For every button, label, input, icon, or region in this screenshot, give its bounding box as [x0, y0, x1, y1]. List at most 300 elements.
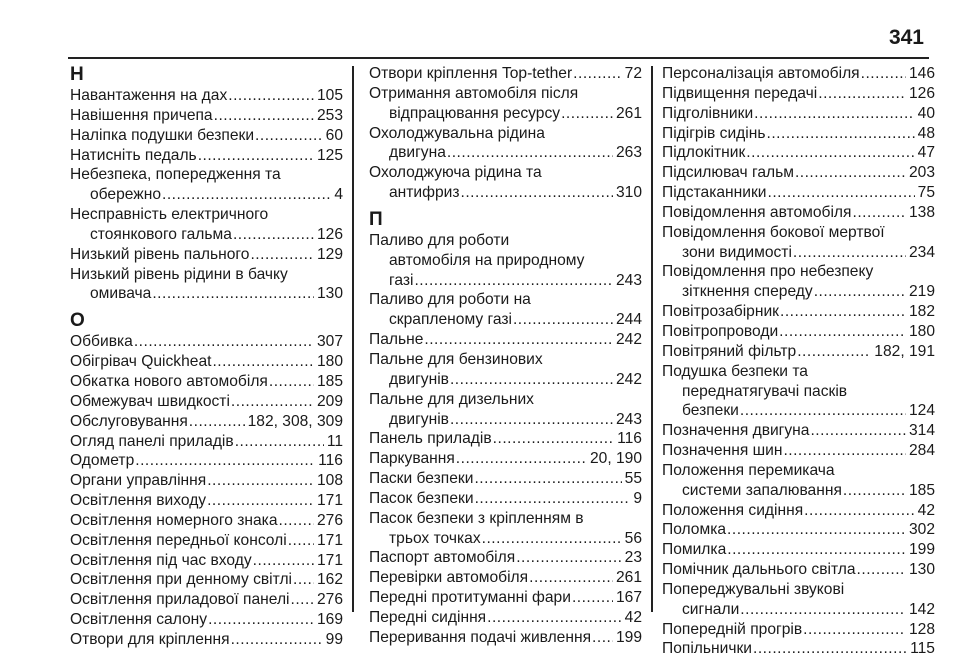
entry-line — [70, 590, 343, 610]
entry-page-number: 261 — [615, 104, 642, 122]
entry-line — [662, 401, 935, 421]
dot-leader — [818, 84, 906, 104]
entry-text: Паски безпеки — [369, 470, 474, 488]
entry-page-number: 185 — [908, 481, 935, 499]
index-entry — [70, 106, 343, 126]
entry-page-number: 171 — [316, 531, 343, 549]
entry-text: Низький рівень пального — [70, 245, 250, 263]
entry-text: Огляд панелі приладів — [70, 432, 234, 450]
entry-text: Пальне — [369, 331, 424, 349]
dot-leader — [198, 146, 314, 166]
entry-page-number: 130 — [908, 561, 935, 579]
index-entry — [662, 262, 935, 302]
index-entry — [662, 163, 935, 183]
dot-leader — [592, 628, 613, 648]
entry-line — [70, 432, 343, 452]
entry-text: зони видимості — [682, 243, 792, 261]
entry-page-number: 47 — [917, 144, 935, 162]
entry-page-number: 99 — [325, 630, 343, 648]
entry-page-number: 115 — [910, 640, 935, 658]
entry-page-number: 242 — [615, 370, 642, 388]
entry-line — [369, 548, 642, 568]
entry-page-number: 302 — [908, 521, 935, 539]
entry-line — [662, 322, 935, 342]
entry-text: Передні сидіння — [369, 608, 487, 626]
entry-line — [369, 183, 642, 203]
index-entry — [662, 223, 935, 263]
entry-line — [662, 203, 935, 223]
entry-page-number: 209 — [316, 392, 343, 410]
entry-text: Панель приладів — [369, 430, 492, 448]
entry-page-number: 276 — [316, 591, 343, 609]
entry-text: Паливо для роботи — [369, 231, 510, 249]
entry-line — [70, 471, 343, 491]
dot-leader — [753, 639, 907, 659]
index-entry — [662, 620, 935, 640]
dot-leader — [746, 143, 914, 163]
index-entry — [369, 628, 642, 648]
entry-line — [662, 520, 935, 540]
entry-page-number: 199 — [615, 628, 642, 646]
entry-text: обережно — [90, 186, 161, 204]
entry-text: Освітлення виходу — [70, 492, 207, 510]
entry-line — [662, 600, 935, 620]
entry-line — [369, 469, 642, 489]
entry-text: Положення перемикача — [662, 461, 835, 479]
entry-page-number: 108 — [316, 472, 343, 490]
entry-page-number: 203 — [908, 164, 935, 182]
entry-page-number: 23 — [624, 549, 642, 567]
entry-text: Пасок безпеки з кріпленням в — [369, 509, 584, 527]
entry-line — [70, 332, 343, 352]
entry-page-number: 116 — [318, 452, 343, 470]
dot-leader — [740, 401, 906, 421]
dot-leader — [727, 520, 906, 540]
entry-line — [369, 104, 642, 124]
dot-leader — [493, 429, 614, 449]
entry-line — [70, 86, 343, 106]
entry-text: Повідомлення автомобіля — [662, 203, 852, 221]
entry-line — [70, 551, 343, 571]
dot-leader — [228, 86, 314, 106]
entry-line — [662, 143, 935, 163]
entry-text: Низький рівень рідини в бачку — [70, 265, 288, 283]
entry-text: Пальне для дизельних — [369, 390, 534, 408]
index-entry — [662, 421, 935, 441]
entry-text: Одометр — [70, 452, 135, 470]
dot-leader — [804, 501, 914, 521]
dot-leader — [852, 203, 905, 223]
entry-text: Навішення причепа — [70, 106, 213, 124]
index-column-3 — [662, 64, 935, 659]
entry-line — [70, 372, 343, 392]
entry-text: переднатягувачі пасків — [682, 382, 848, 400]
column-separator — [651, 66, 653, 612]
entry-page-number: 126 — [908, 84, 935, 102]
index-entry — [369, 390, 642, 430]
entry-text: Підігрів сидінь — [662, 124, 766, 142]
entry-text: Повідомлення бокової мертвої — [662, 223, 885, 241]
entry-page-number: 171 — [316, 492, 343, 510]
entry-page-number: 244 — [615, 311, 642, 329]
entry-line — [70, 491, 343, 511]
dot-leader — [293, 570, 314, 590]
dot-leader — [253, 551, 314, 571]
dot-leader — [135, 451, 315, 471]
entry-text: Паливо для роботи на — [369, 291, 531, 309]
entry-line — [369, 271, 642, 291]
dot-leader — [288, 531, 314, 551]
entry-text: Навантаження на дах — [70, 87, 228, 104]
entry-text: Натисніть педаль — [70, 146, 197, 164]
index-entry — [70, 146, 343, 166]
entry-line — [70, 126, 343, 146]
entry-text: Отримання автомобіля після — [369, 84, 579, 102]
entry-line — [369, 410, 642, 430]
entry-line — [369, 429, 642, 449]
entry-page-number: 182, 191 — [874, 342, 935, 360]
index-entry — [662, 302, 935, 322]
column-separator — [352, 66, 354, 612]
dot-leader — [134, 332, 314, 352]
entry-line — [70, 225, 343, 245]
entry-line — [70, 630, 343, 650]
entry-line — [662, 124, 935, 144]
entry-page-number: 129 — [316, 245, 343, 263]
entry-page-number: 42 — [917, 501, 935, 519]
dot-leader — [424, 330, 613, 350]
entry-line — [662, 540, 935, 560]
index-entry — [70, 245, 343, 265]
section-letter: П — [369, 208, 383, 230]
dot-leader — [861, 64, 906, 84]
index-entry — [369, 124, 642, 164]
index-entry — [70, 265, 343, 305]
dot-leader — [768, 183, 915, 203]
entry-text: двигунів — [389, 370, 449, 388]
entry-text: Персоналізація автомобіля — [662, 65, 860, 82]
entry-text: скрапленому газі — [389, 311, 512, 329]
index-entry — [662, 560, 935, 580]
entry-page-number: 128 — [908, 620, 935, 638]
index-column-2 — [369, 64, 642, 648]
entry-page-number: 116 — [617, 430, 642, 448]
entry-page-number: 171 — [316, 551, 343, 569]
entry-page-number: 138 — [908, 203, 935, 221]
index-entry — [662, 639, 935, 659]
header-rule — [68, 57, 929, 59]
dot-leader — [783, 441, 906, 461]
entry-text: Отвори кріплення Top-tether — [369, 65, 573, 82]
entry-line — [369, 449, 642, 469]
entry-text: двигунів — [389, 410, 449, 428]
entry-page-number: 310 — [615, 184, 642, 202]
index-entry — [662, 124, 935, 144]
entry-page-number: 142 — [908, 600, 935, 618]
entry-line — [70, 106, 343, 126]
entry-line — [662, 104, 935, 124]
entry-text: Повідомлення про небезпеку — [662, 263, 874, 281]
index-entry — [369, 429, 642, 449]
dot-leader — [461, 183, 613, 203]
index-entry — [70, 610, 343, 630]
dot-leader — [797, 342, 871, 362]
dot-leader — [269, 372, 314, 392]
entry-page-number: 185 — [316, 372, 343, 390]
entry-text: безпеки — [682, 402, 739, 420]
entry-text: Органи управління — [70, 472, 207, 490]
entry-text: Підсилювач гальм — [662, 164, 794, 182]
index-entry — [369, 469, 642, 489]
entry-line — [369, 588, 642, 608]
entry-page-number: 180 — [316, 353, 343, 371]
index-entry — [369, 548, 642, 568]
entry-page-number: 75 — [917, 184, 935, 202]
entry-page-number: 219 — [908, 283, 935, 301]
entry-text: Обмежувач швидкості — [70, 392, 230, 410]
entry-text: Оббивка — [70, 333, 133, 351]
page-number: 341 — [888, 26, 924, 49]
index-entry — [662, 84, 935, 104]
dot-leader — [561, 104, 613, 124]
entry-page-number: 243 — [615, 410, 642, 428]
entry-line — [662, 481, 935, 501]
entry-text: Підстаканники — [662, 184, 767, 202]
dot-leader — [450, 410, 613, 430]
entry-line — [662, 639, 935, 659]
index-entry — [369, 489, 642, 509]
index-entry — [70, 570, 343, 590]
entry-page-number: 56 — [624, 529, 642, 547]
entry-text: Освітлення приладової панелі — [70, 591, 290, 609]
index-entry — [70, 590, 343, 610]
entry-text: двигуна — [389, 144, 446, 162]
index-entry — [369, 231, 642, 291]
dot-leader — [162, 185, 331, 205]
index-entry — [70, 372, 343, 392]
dot-leader — [810, 421, 906, 441]
dot-leader — [235, 432, 324, 452]
index-entry — [70, 432, 343, 452]
entry-text: Перевірки автомобіля — [369, 569, 529, 587]
entry-page-number: 167 — [615, 589, 642, 607]
entry-text: Паркування — [369, 450, 455, 468]
index-entry — [369, 449, 642, 469]
index-entry — [662, 441, 935, 461]
entry-text: зіткнення спереду — [682, 283, 813, 301]
entry-page-number: 284 — [908, 442, 935, 460]
entry-page-number: 162 — [316, 571, 343, 589]
entry-line — [369, 568, 642, 588]
entry-page-number: 130 — [316, 285, 343, 303]
entry-line — [70, 570, 343, 590]
entry-page-number: 11 — [326, 432, 343, 450]
entry-page-number: 253 — [316, 106, 343, 124]
entry-page-number: 125 — [316, 146, 343, 164]
dot-leader — [795, 163, 906, 183]
entry-text: Освітлення при денному світлі — [70, 571, 293, 589]
entry-line — [662, 441, 935, 461]
entry-page-number: 182, 308, 309 — [247, 412, 343, 430]
dot-leader — [513, 310, 613, 330]
entry-line — [662, 421, 935, 441]
entry-page-number: 126 — [316, 225, 343, 243]
dot-leader — [793, 243, 906, 263]
index-entry — [662, 461, 935, 501]
entry-page-number: 72 — [624, 65, 642, 82]
entry-page-number: 4 — [334, 186, 343, 204]
entry-line — [70, 185, 343, 205]
entry-line — [369, 64, 642, 84]
entry-text: Обкатка нового автомобіля — [70, 372, 268, 390]
entry-text: Підвищення передачі — [662, 84, 818, 102]
dot-leader — [803, 620, 906, 640]
entry-text: Повітряний фільтр — [662, 342, 797, 360]
dot-leader — [450, 370, 613, 390]
entry-text: Несправність електричного — [70, 206, 269, 224]
index-entry — [662, 104, 935, 124]
entry-text: Повітрозабірник — [662, 303, 779, 321]
entry-text: Обігрівач Quickheat — [70, 353, 212, 371]
index-entry — [662, 580, 935, 620]
index-entry — [70, 392, 343, 412]
entry-text: Освітлення номерного знака — [70, 511, 278, 529]
index-entry — [662, 143, 935, 163]
entry-page-number: 42 — [624, 608, 642, 626]
entry-page-number: 276 — [316, 511, 343, 529]
entry-text: Положення сидіння — [662, 501, 804, 519]
entry-text: Освітлення передньої консолі — [70, 531, 287, 549]
index-entry — [70, 86, 343, 106]
dot-leader — [727, 540, 906, 560]
entry-line — [70, 245, 343, 265]
dot-leader — [843, 481, 906, 501]
entry-line — [369, 143, 642, 163]
entry-line — [662, 183, 935, 203]
entry-text: Позначення шин — [662, 442, 783, 460]
entry-line — [662, 560, 935, 580]
entry-text: Поломка — [662, 521, 727, 539]
dot-leader — [857, 560, 906, 580]
dot-leader — [189, 412, 245, 432]
index-entry — [369, 568, 642, 588]
entry-text: Пасок безпеки — [369, 489, 474, 507]
index-entry — [369, 330, 642, 350]
entry-line — [70, 610, 343, 630]
index-entry — [662, 501, 935, 521]
entry-page-number: 124 — [908, 402, 935, 420]
index-entry — [70, 205, 343, 245]
entry-page-number: 169 — [316, 611, 343, 629]
entry-page-number: 9 — [633, 489, 642, 507]
entry-line — [662, 163, 935, 183]
index-entry — [662, 520, 935, 540]
dot-leader — [766, 124, 914, 144]
dot-leader — [233, 225, 314, 245]
dot-leader — [414, 271, 613, 291]
dot-leader — [447, 143, 613, 163]
index-entry — [70, 126, 343, 146]
entry-line — [369, 310, 642, 330]
dot-leader — [779, 322, 906, 342]
entry-line — [662, 64, 935, 84]
entry-page-number: 48 — [917, 124, 935, 142]
entry-page-number: 242 — [615, 331, 642, 349]
entry-page-number: 180 — [908, 322, 935, 340]
entry-line — [662, 84, 935, 104]
entry-page-number: 243 — [615, 271, 642, 289]
dot-leader — [255, 126, 323, 146]
index-entry — [662, 183, 935, 203]
dot-leader — [279, 511, 314, 531]
entry-line — [662, 243, 935, 263]
entry-line — [662, 342, 935, 362]
entry-text: газі — [389, 271, 414, 289]
index-entry — [70, 491, 343, 511]
entry-line — [70, 451, 343, 471]
entry-line — [70, 352, 343, 372]
entry-text: Попереджувальні звукові — [662, 580, 845, 598]
entry-line — [70, 412, 343, 432]
index-entry — [70, 511, 343, 531]
entry-text: Попільнички — [662, 640, 752, 658]
dot-leader — [529, 568, 613, 588]
entry-text: відпрацювання ресурсу — [389, 104, 561, 122]
entry-line — [369, 608, 642, 628]
index-entry — [662, 342, 935, 362]
index-entry — [70, 551, 343, 571]
entry-line — [369, 529, 642, 549]
entry-text: Підлокітник — [662, 144, 746, 162]
entry-page-number: 261 — [615, 569, 642, 587]
entry-text: стоянкового гальма — [90, 225, 232, 243]
entry-text: Освітлення під час входу — [70, 551, 252, 569]
dot-leader — [487, 608, 622, 628]
entry-line — [662, 282, 935, 302]
entry-page-number: 199 — [908, 541, 935, 559]
dot-leader — [740, 600, 906, 620]
entry-page-number: 234 — [908, 243, 935, 261]
dot-leader — [207, 491, 314, 511]
dot-leader — [214, 106, 314, 126]
entry-page-number: 20, 190 — [589, 450, 642, 468]
entry-page-number: 55 — [624, 470, 642, 488]
entry-line — [369, 330, 642, 350]
entry-text: Попередній прогрів — [662, 620, 803, 638]
index-entry — [369, 588, 642, 608]
entry-page-number: 60 — [325, 126, 343, 144]
index-entry — [70, 531, 343, 551]
entry-text: Охолоджувальна рідина — [369, 124, 545, 142]
dot-leader — [231, 392, 314, 412]
index-entry — [369, 64, 642, 84]
index-entry — [662, 64, 935, 84]
entry-page-number: 105 — [316, 87, 343, 104]
dot-leader — [291, 590, 314, 610]
entry-line — [369, 628, 642, 648]
index-entry — [662, 540, 935, 560]
entry-text: Отвори для кріплення — [70, 630, 230, 648]
dot-leader — [572, 588, 613, 608]
entry-line — [70, 511, 343, 531]
entry-page-number: 40 — [917, 104, 935, 122]
entry-text: Пальне для бензинових — [369, 350, 543, 368]
index-entry — [70, 165, 343, 205]
dot-leader — [212, 352, 314, 372]
index-entry — [369, 163, 642, 203]
entry-text: Помилка — [662, 541, 727, 559]
entry-text: Помічник дальнього світла — [662, 561, 856, 579]
